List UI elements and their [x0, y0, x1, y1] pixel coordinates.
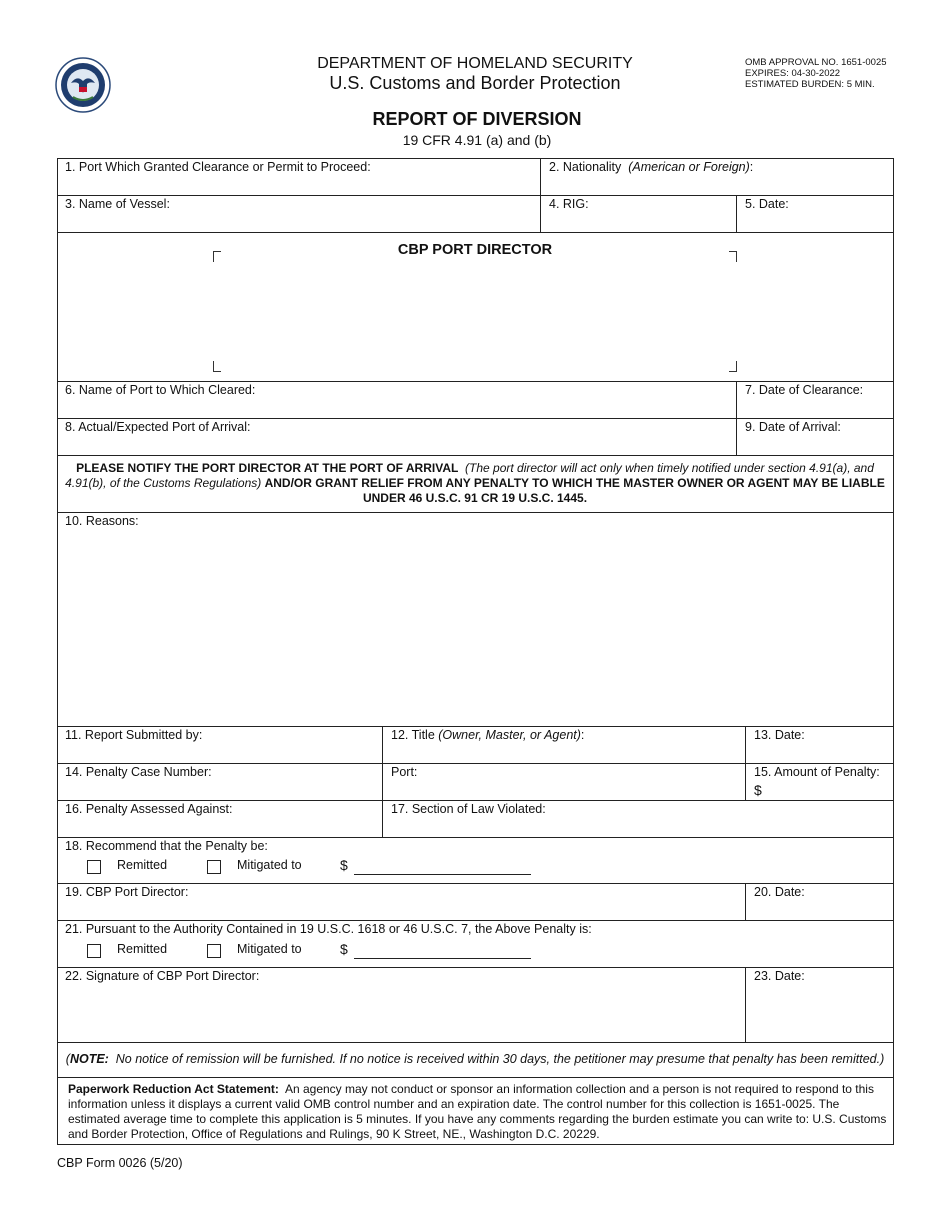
row-divider — [57, 883, 894, 884]
col-divider — [382, 726, 383, 837]
pra-label: Paperwork Reduction Act Statement: — [68, 1082, 279, 1096]
date-label-13: 13. Date: — [754, 728, 805, 742]
form-title: REPORT OF DIVERSION — [372, 109, 582, 129]
recommend-penalty-label: 18. Recommend that the Penalty be: — [65, 839, 268, 853]
date-of-arrival-label: 9. Date of Arrival: — [745, 420, 841, 434]
row-divider — [57, 837, 894, 838]
penalty-assessed-against-label: 16. Penalty Assessed Against: — [65, 802, 233, 816]
pursuant-authority-label: 21. Pursuant to the Authority Contained in 19 U.S.C. 1618 or 46 U.S.C. 7, the Above Penalty is: — [65, 922, 592, 936]
title-hint: (Owner, Master, or Agent) — [438, 728, 581, 742]
port-label: Port: — [391, 765, 418, 779]
cbp-port-director-label: 19. CBP Port Director: — [65, 885, 189, 899]
col-divider — [745, 726, 746, 800]
row-divider — [57, 381, 894, 382]
col-divider — [540, 158, 541, 232]
mitigated-amount-input-18[interactable] — [354, 874, 531, 875]
row-divider — [57, 418, 894, 419]
col-divider — [736, 195, 737, 232]
row-divider — [57, 920, 894, 921]
mitigated-currency-18: $ — [340, 857, 348, 873]
remitted-checkbox-18[interactable] — [87, 860, 101, 874]
row-divider — [57, 232, 894, 233]
vessel-name-label: 3. Name of Vessel: — [65, 197, 170, 211]
corner-mark-tl — [213, 251, 221, 262]
agency-name: U.S. Customs and Border Protection — [329, 73, 621, 93]
row-divider — [57, 512, 894, 513]
department-name: DEPARTMENT OF HOMELAND SECURITY — [317, 55, 633, 72]
notice-lead: PLEASE NOTIFY THE PORT DIRECTOR AT THE PORT OF ARRIVAL — [76, 461, 459, 475]
report-submitted-by-label: 11. Report Submitted by: — [65, 728, 203, 742]
penalty-case-number-label: 14. Penalty Case Number: — [65, 765, 212, 779]
port-cleared-label: 6. Name of Port to Which Cleared: — [65, 383, 256, 397]
mitigated-checkbox-18[interactable] — [207, 860, 221, 874]
col-divider — [745, 883, 746, 920]
omb-approval: OMB APPROVAL NO. 1651-0025 — [745, 57, 887, 68]
date-label-20: 20. Date: — [754, 885, 805, 899]
form-frame — [57, 158, 894, 1145]
penalty-currency: $ — [754, 782, 762, 798]
date-of-clearance-label: 7. Date of Clearance: — [745, 383, 864, 397]
row-divider — [57, 455, 894, 456]
corner-mark-tr — [729, 251, 737, 262]
nationality-label-text: 2. Nationality — [549, 160, 622, 174]
signature-label: 22. Signature of CBP Port Director: — [65, 969, 260, 983]
date-label-5: 5. Date: — [745, 197, 789, 211]
corner-mark-br — [729, 361, 737, 372]
row-divider — [57, 726, 894, 727]
omb-expires: EXPIRES: 04-30-2022 — [745, 68, 841, 79]
dhs-seal-icon — [55, 57, 111, 113]
remitted-label-21: Remitted — [117, 942, 168, 956]
port-granted-clearance-label: 1. Port Which Granted Clearance or Permit to Proceed: — [65, 160, 371, 174]
notice-italic: (The port director will act only when timely notified under section 4.91(a), and 4.91(b), of the Customs Regulations) — [65, 461, 874, 490]
mitigated-label-18: Mitigated to — [237, 858, 302, 872]
remitted-label-18: Remitted — [117, 858, 168, 872]
row-divider — [57, 800, 894, 801]
omb-block — [745, 57, 887, 90]
mitigated-currency-21: $ — [340, 941, 348, 957]
form-number: CBP Form 0026 (5/20) — [57, 1156, 183, 1170]
reasons-label: 10. Reasons: — [65, 514, 139, 528]
mitigated-checkbox-21[interactable] — [207, 944, 221, 958]
section-of-law-label: 17. Section of Law Violated: — [391, 802, 546, 816]
date-label-23: 23. Date: — [754, 969, 805, 983]
nationality-hint: (American or Foreign) — [628, 160, 750, 174]
cbp-port-director-heading: CBP PORT DIRECTOR — [397, 242, 553, 258]
title-label: 12. Title (Owner, Master, or Agent): — [391, 728, 585, 742]
col-divider — [745, 967, 746, 1042]
pra-text: An agency may not conduct or sponsor an information collection and a person is not required to respond to this information unless it displays a current valid OMB control number and an expiration date. The control number for this collection is 1651-0025. The estimated average time to complete this application is 5 minutes. If you have any comments regarding the burden estimate you can write to: U.S. Customs and Border Protection, Office of Regulations and Rulings, 90 K Street, NE., Washington D.C. 20229. — [68, 1082, 887, 1141]
col-divider — [736, 381, 737, 455]
remission-note: (NOTE: No notice of remission will be furnished. If no notice is received within 30 days, the petitioner may presume that penalty has been remitted.) — [65, 1052, 885, 1066]
row-divider — [57, 1042, 894, 1043]
paperwork-reduction-statement — [68, 1082, 888, 1142]
row-divider — [57, 763, 894, 764]
row-divider — [57, 195, 894, 196]
row-divider — [57, 967, 894, 968]
remitted-checkbox-21[interactable] — [87, 944, 101, 958]
nationality-label: 2. Nationality (American or Foreign): — [549, 160, 754, 174]
row-divider — [57, 1077, 894, 1078]
form-cfr: 19 CFR 4.91 (a) and (b) — [402, 132, 552, 148]
omb-burden: ESTIMATED BURDEN: 5 MIN. — [745, 79, 875, 90]
port-of-arrival-label: 8. Actual/Expected Port of Arrival: — [65, 420, 251, 434]
amount-of-penalty-label: 15. Amount of Penalty: — [754, 765, 880, 779]
port-director-notice — [62, 461, 888, 506]
note-label: NOTE: — [69, 1052, 109, 1066]
corner-mark-bl — [213, 361, 221, 372]
note-text: No notice of remission will be furnished. If no notice is received within 30 days, the petitioner may presume that penalty has been remitted.) — [115, 1052, 885, 1066]
mitigated-label-21: Mitigated to — [237, 942, 302, 956]
mitigated-amount-input-21[interactable] — [354, 958, 531, 959]
notice-tail: AND/OR GRANT RELIEF FROM ANY PENALTY TO WHICH THE MASTER OWNER OR AGENT MAY BE LIABLE UNDER 46 U.S.C. 91 CR 19 U.S.C. 1445. — [264, 476, 885, 505]
title-label-text: 12. Title — [391, 728, 435, 742]
rig-label: 4. RIG: — [549, 197, 589, 211]
